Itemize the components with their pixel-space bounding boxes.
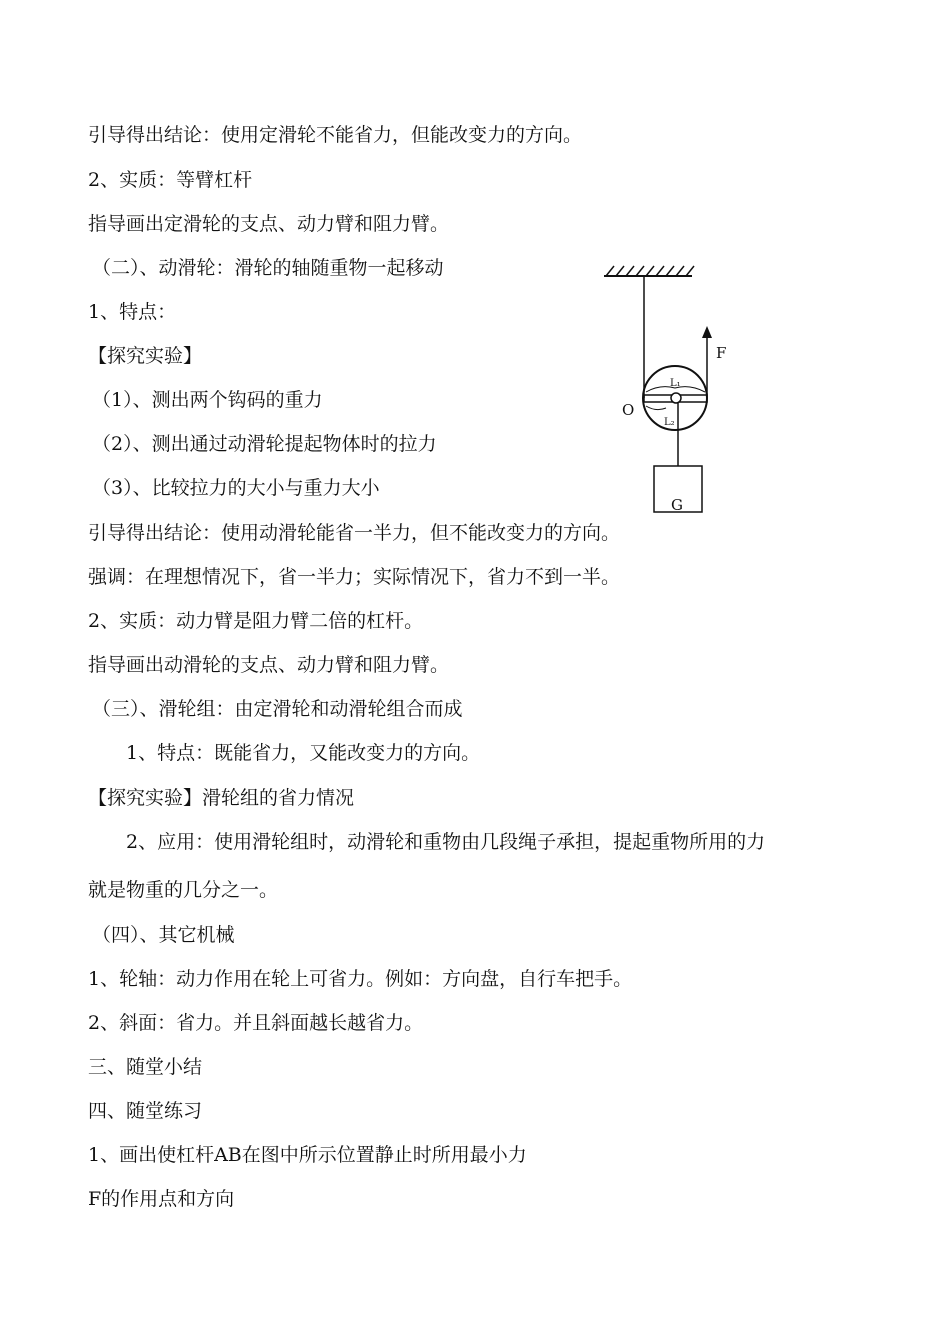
text-line: 1、画出使杠杆AB在图中所示位置静止时所用最小力 [88,1144,527,1166]
text-line: （3）、比较拉力的大小与重力大小 [92,477,380,499]
text-line: 指导画出动滑轮的支点、动力臂和阻力臂。 [88,654,450,676]
text-line: 1、特点：既能省力，又能改变力的方向。 [126,742,481,764]
text-line: 1、特点： [88,301,177,323]
text-line: 1、轮轴：动力作用在轮上可省力。例如：方向盘，自行车把手。 [88,968,633,990]
arm-l1-label: L₁ [670,378,681,389]
text-line: 就是物重的几分之一。 [88,879,279,901]
fulcrum-label: O [622,401,635,419]
text-line: 引导得出结论：使用动滑轮能省一半力，但不能改变力的方向。 [88,522,621,544]
text-line: 【探究实验】滑轮组的省力情况 [88,787,355,809]
text-line: 2、斜面：省力。并且斜面越长越省力。 [88,1012,424,1034]
text-line: 【探究实验】 [88,345,203,367]
section-heading: （三）、滑轮组：由定滑轮和动滑轮组合而成 [92,698,463,720]
text-line: （1）、测出两个钩码的重力 [92,389,323,411]
text-line: F的作用点和方向 [88,1188,235,1210]
section-heading: （二）、动滑轮：滑轮的轴随重物一起移动 [92,257,444,279]
ceiling-hatch [606,266,694,276]
text-line: （2）、测出通过动滑轮提起物体时的拉力 [92,433,437,455]
text-line: 指导画出定滑轮的支点、动力臂和阻力臂。 [88,213,450,235]
text-line: 强调：在理想情况下，省一半力；实际情况下，省力不到一半。 [88,566,621,588]
weight-label: G [671,496,683,514]
pulley-axle [671,393,681,403]
text-line: 2、实质：动力臂是阻力臂二倍的杠杆。 [88,610,424,632]
section-heading: （四）、其它机械 [92,924,235,946]
text-line: 2、应用：使用滑轮组时，动滑轮和重物由几段绳子承担，提起重物所用的力 [126,831,766,853]
arm-l2-label: L₂ [664,417,675,428]
text-line: 引导得出结论：使用定滑轮不能省力，但能改变力的方向。 [88,124,583,146]
force-label: F [716,344,727,362]
arm-l2-bracket [646,406,666,410]
force-arrow-head [702,326,712,338]
text-line: 2、实质：等臂杠杆 [88,169,253,191]
section-heading: 三、随堂小结 [88,1056,203,1078]
movable-pulley-diagram [600,258,727,520]
section-heading: 四、随堂练习 [88,1100,203,1122]
